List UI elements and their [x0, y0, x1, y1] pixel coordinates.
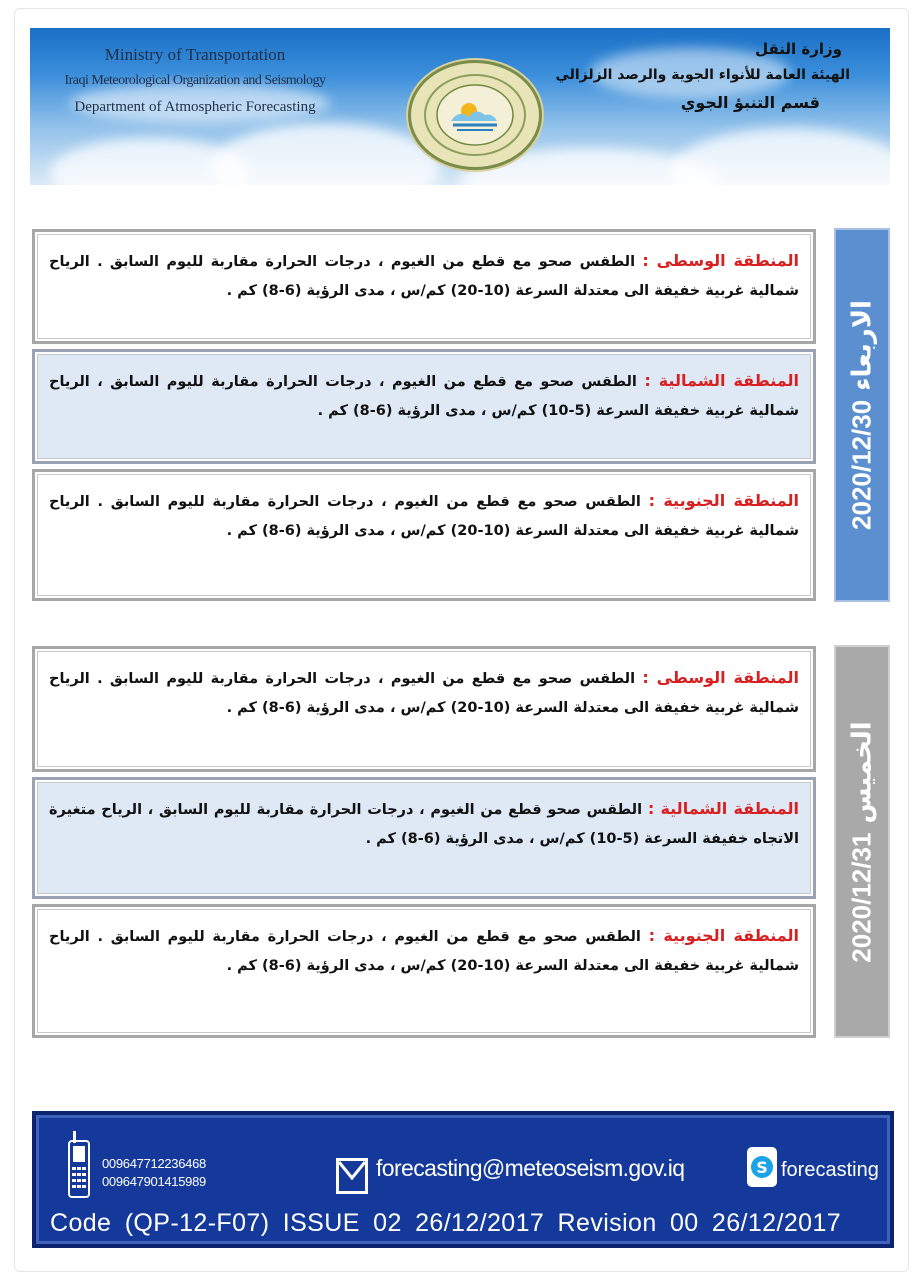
mobile-phone-icon [68, 1131, 90, 1199]
organization-logo-icon [408, 60, 542, 170]
forecast-entry-day2-central [32, 646, 816, 772]
forecast-text: الطقس صحو مع قطع من الغيوم ، درجات الحرارة مقاربة لليوم السابق . الرياح شمالية غربية خفيفة الى معتدلة السرعة (10-20) كم/س ، مدى الرؤية (6-8) كم . [49, 494, 799, 539]
header-arabic [555, 36, 850, 118]
forecast-entry-day2-north [32, 777, 816, 899]
forecast-text: الطقس صحو مع قطع من الغيوم ، درجات الحرارة مقاربة لليوم السابق . الرياح شمالية غربية خفيفة الى معتدلة السرعة (10-20) كم/س ، مدى الرؤية (6-8) كم . [49, 671, 799, 716]
date-bar-day2 [834, 645, 890, 1038]
department-name-ar: قسم التنبؤ الجوي [680, 93, 820, 112]
date-label: 2020/12/30 [846, 399, 877, 530]
document-code-line: Code (QP-12-F07) ISSUE 02 26/12/2017 Revision 00 26/12/2017 [50, 1209, 842, 1237]
phone-numbers [102, 1155, 206, 1191]
date-bar-day1 [834, 228, 890, 602]
organization-name-en: Iraqi Meteorological Organization and Seismology [64, 73, 326, 88]
department-name-en: Department of Atmospheric Forecasting [74, 99, 316, 115]
forecast-text: الطقس صحو مع قطع من الغيوم ، درجات الحرارة مقاربة لليوم السابق . الرياح شمالية غربية خفيفة الى معتدلة السرعة (10-20) كم/س ، مدى الرؤية (6-8) كم . [49, 929, 799, 974]
forecast-entry-day1-south [32, 469, 816, 601]
region-label: المنطقة الوسطى : [642, 668, 799, 687]
region-label: المنطقة الجنوبية : [648, 491, 800, 510]
header-banner [30, 28, 890, 185]
mail-icon [336, 1158, 368, 1194]
forecast-entry-day1-central [32, 229, 816, 344]
email-link[interactable]: forecasting@meteoseism.gov.iq [376, 1155, 685, 1181]
region-label: المنطقة الشمالية : [647, 799, 799, 818]
weekday-label: الاربعاء [847, 300, 878, 391]
forecast-entry-day2-south [32, 904, 816, 1038]
forecast-text: الطقس صحو مع قطع من الغيوم ، درجات الحرارة مقاربة لليوم السابق . الرياح شمالية غربية خفيفة الى معتدلة السرعة (10-20) كم/س ، مدى الرؤية (6-8) كم . [49, 254, 799, 299]
weekday-label: الخميس [847, 720, 878, 824]
skype-handle[interactable]: forecasting [781, 1159, 879, 1181]
phone-number[interactable]: 009647712236468 [102, 1156, 206, 1171]
ministry-name-en: Ministry of Transportation [104, 45, 286, 64]
forecast-text: الطقس صحو مع قطع من الغيوم ، درجات الحرارة مقاربة لليوم السابق ، الرياح شمالية غربية خفيفة السرعة (5-10) كم/س ، مدى الرؤية (6-8) كم . [49, 374, 799, 419]
organization-name-ar: الهيئة العامة للأنواء الجوية والرصد الزلزالي [555, 67, 850, 83]
header-english [60, 42, 330, 120]
phone-number[interactable]: 009647901415989 [102, 1174, 206, 1189]
svg-text:S: S [756, 1158, 768, 1177]
skype-icon [747, 1147, 777, 1187]
forecast-entry-day1-north [32, 349, 816, 464]
ministry-name-ar: وزارة النقل [755, 40, 842, 58]
region-label: المنطقة الشمالية : [644, 371, 800, 390]
date-label: 2020/12/31 [846, 832, 877, 963]
region-label: المنطقة الوسطى : [642, 251, 799, 270]
region-label: المنطقة الجنوبية : [648, 926, 800, 945]
page-frame [14, 8, 909, 1272]
footer-banner [32, 1111, 894, 1248]
forecast-text: الطقس صحو قطع من الغيوم ، درجات الحرارة مقاربة لليوم السابق ، الرياح متغيرة الاتجاه خفيفة السرعة (5-10) كم/س ، مدى الرؤية (6-8) كم . [49, 802, 799, 847]
